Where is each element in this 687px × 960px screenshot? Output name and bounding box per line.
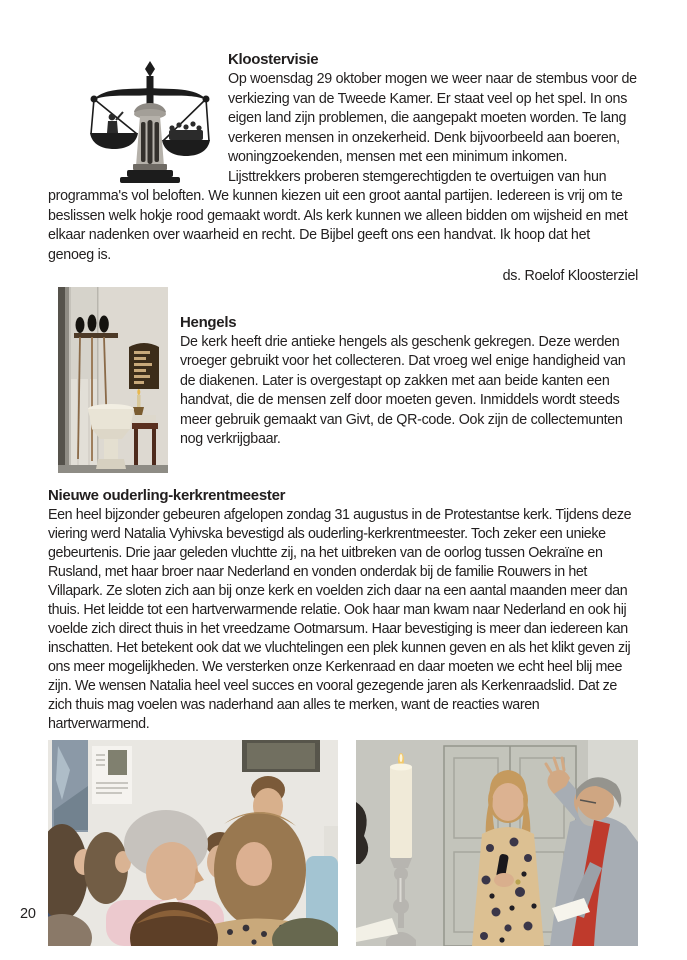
article-body-kloostervisie: Op woensdag 29 oktober mogen we weer naar de stembus voor de verkiezing van de Tweede Kamer. Er staat veel op het spel. In ons eigen land zijn problemen, die aangepakt moeten worden. Te lang verkeren mensen in onzekerheid. Denk bijvoorbeeld aan boeren, woningzoekenden, mensen met een minimum inkomen. Lijsttrekkers proberen stemgerechtigden te overtuigen van hun programma's vol beloften. We kunnen kiezen uit een groot aantal partijen. Iedereen is vrij om te beslissen welk hokje rood gemaakt wordt. Als kerk kunnen we alleen bidden om wijsheid en met elkaar nadenken over waarheid en recht. De Bijbel geeft ons een handvat. Ik hoop dat het genoeg is.	[48, 71, 637, 263]
blessing-photo	[356, 740, 638, 946]
article-kloostervisie	[48, 50, 638, 287]
photo-row	[48, 740, 638, 946]
collection-rods-photo	[58, 287, 168, 473]
congregation-photo	[48, 740, 338, 946]
collection-rods-photo-image	[58, 287, 168, 473]
article-title-kloostervisie: Kloostervisie	[228, 51, 319, 68]
article-signature: ds. Roelof Kloosterziel	[502, 268, 638, 284]
article-body-hengels: De kerk heeft drie antieke hengels als geschenk gekregen. Deze werden vroeger gebruikt voor het collecteren. Dat vroeg wel enige handigheid van de diakenen. Later is overgestapt op zakken met aan beide kanten een handvat, die de mensen zelf door moeten geven. Inmiddels wordt steeds meer gebruik gemaakt van Givt, de QR-code. Ook zijn de collectemunten nog verkrijgbaar.	[180, 333, 626, 447]
article-title-hengels: Hengels	[180, 313, 237, 331]
article-title-ouderling: Nieuwe ouderling-kerkrentmeester	[48, 486, 286, 504]
scales-of-justice-icon	[85, 60, 215, 184]
blessing-photo-image	[356, 740, 638, 946]
article-hengels	[48, 287, 638, 473]
page-number: 20	[20, 906, 36, 922]
article-body-ouderling: Een heel bijzonder gebeuren afgelopen zondag 31 augustus in de Protestantse kerk. Tijdens deze viering werd Natalia Vyhivska bevestigd als ouderling-kerkrentmeester. Toch zeker een unieke gebeurtenis. Drie jaar geleden vluchtte zij, na het uitbreken van de oorlog tussen Oekraïne en Rusland, met haar broer naar Nederland en vonden onderdak bij de familie Rouwers in het Villapark. Ze sloten zich aan bij onze kerk en voelden zich daar na een aantal maanden meer dan thuis. Het leidde tot een hartverwarmende relatie. Ook haar man kwam naar Nederland en ook hij voelde zich direct thuis in het vreedzame Ootmarsum. Haar bevestiging is meer dan iedereen kan inschatten. Het betekent ook dat we vluchtelingen een plek kunnen geven en als het klikt geven zij ons meer mogelijkheden. We versterken onze Kerkenraad en daar moeten we echt heel blij mee zijn. We wensen Natalia heel veel succes en vooral gezegende jaren als Kerkenraadslid. Dat ze zich thuis mag voelen was naderhand aan alles te merken, want de reacties waren hartverwarmend.	[48, 506, 632, 732]
article-ouderling	[48, 486, 638, 734]
congregation-photo-image	[48, 740, 338, 946]
scales-illustration	[85, 60, 215, 184]
page-content	[48, 50, 638, 946]
